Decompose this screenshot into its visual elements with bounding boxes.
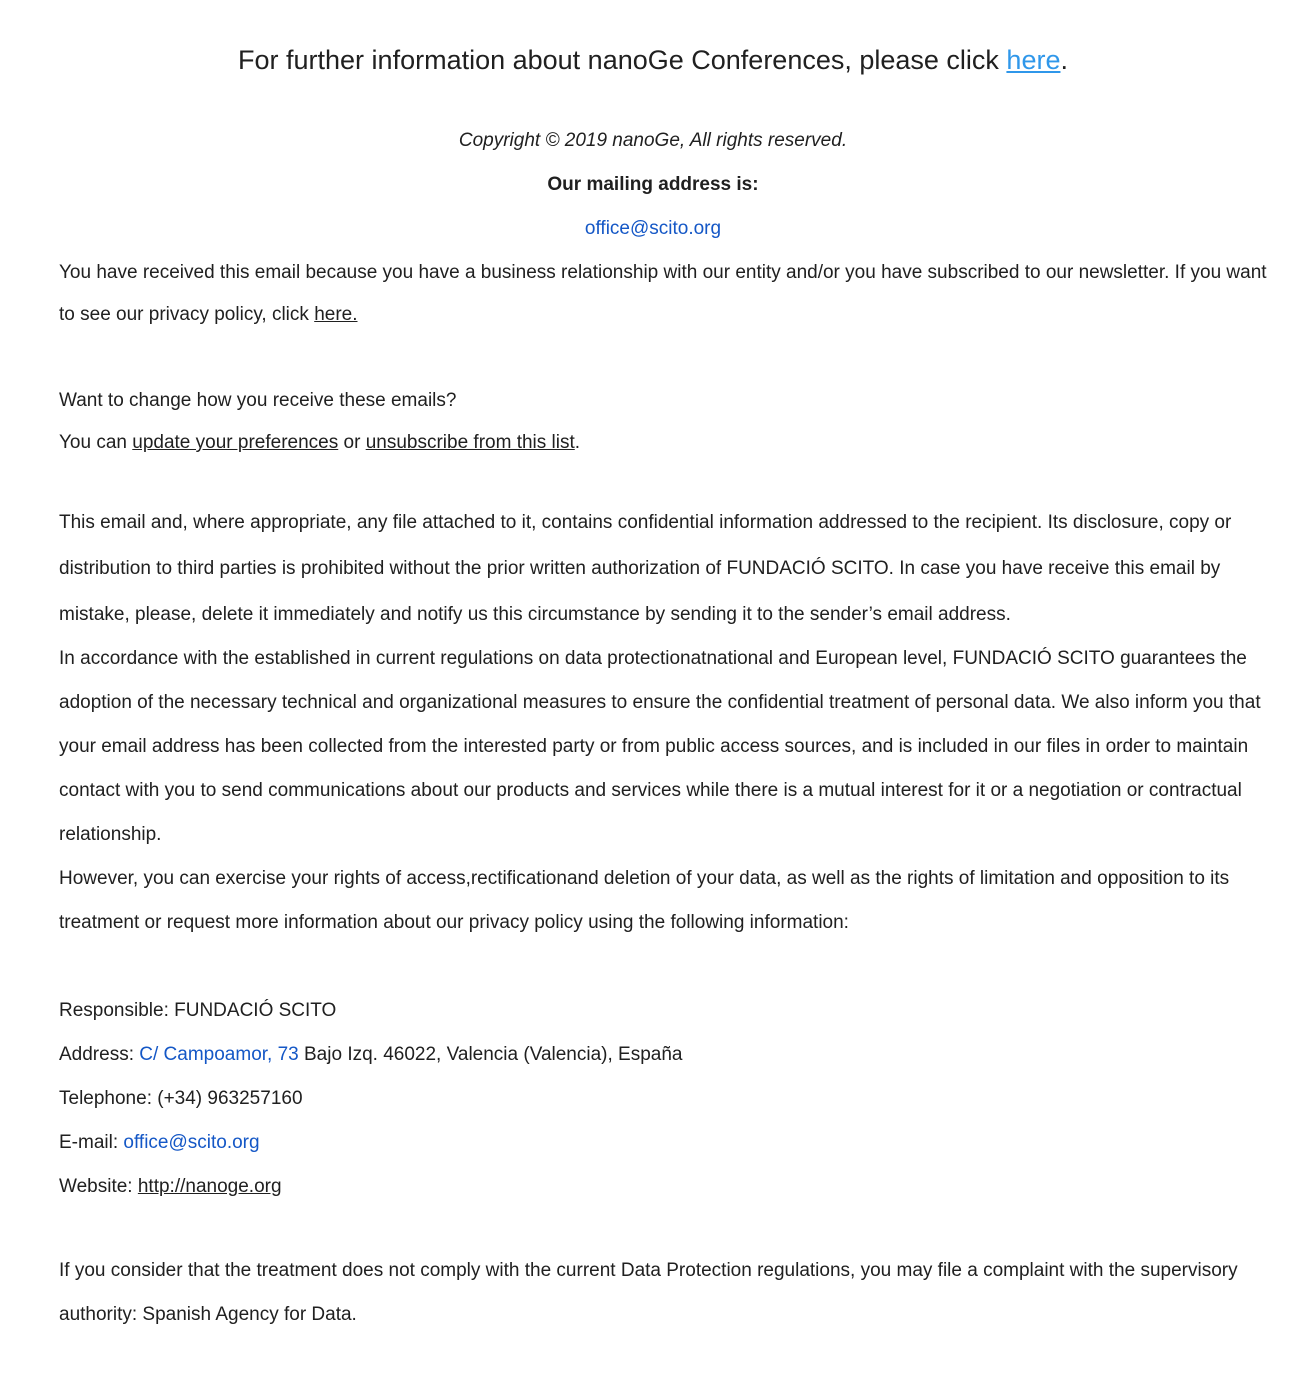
subscription-text: You have received this email because you have a business relationship with our entity and/or you have subscribed to our newsletter. If you want to see our privacy policy, click (59, 262, 1267, 325)
subscription-notice (59, 252, 1269, 336)
mailing-email-link[interactable]: office@scito.org (584, 218, 722, 239)
contact-telephone (59, 1077, 1269, 1121)
mailing-address-heading: Our mailing address is: (547, 174, 759, 195)
email-label: E-mail: (59, 1132, 124, 1153)
address-map-link[interactable]: C/ Campoamor, 73 (139, 1044, 299, 1065)
responsible-value: FUNDACIÓ SCITO (174, 1000, 337, 1021)
mailing-address (0, 214, 1306, 244)
website-link[interactable]: http://nanoge.org (137, 1176, 282, 1197)
contact-email (59, 1121, 1269, 1165)
complaint-notice: If you consider that the treatment does not comply with the current Data Protection regulations, you may file a complaint with the supervisory authority: Spanish Agency for Data. (59, 1260, 1238, 1325)
legal-confidentiality: This email and, where appropriate, any file attached to it, contains confidential information addressed to the recipient. Its disclosure, copy or distribution to third parties is prohibited without the prior written authorization of FUNDACIÓ SCITO. In case you have receive this email by mistake, please, delete it immediately and notify us this circumstance by sending it to the sender’s email address. (59, 512, 1232, 625)
legal-paragraph-2: In accordance with the established in current regulations on data protectionatnational and European level, FUNDACIÓ SCITO guarantees the adoption of the necessary technical and organizational measures to ensure the confidential treatment of personal data. We also inform you that your email address has been collected from the interested party or from public access sources, and is included in our files in order to maintain contact with you to send communications about our products and services while there is a mutual interest for it or a negotiation or contractual relationship. (59, 648, 1261, 845)
legal-data-protection (59, 637, 1269, 945)
preferences-period: . (574, 432, 581, 453)
copyright: Copyright © 2019 nanoGe, All rights reserved. (458, 130, 848, 151)
contact-info (59, 989, 1269, 1209)
contact-email-link[interactable]: office@scito.org (123, 1132, 260, 1153)
preferences-section (59, 380, 1269, 464)
address-rest: Bajo Izq. 46022, Valencia (Valencia), España (298, 1044, 683, 1065)
contact-website (59, 1165, 1269, 1209)
address-label: Address: (59, 1044, 140, 1065)
preferences-line (59, 422, 1269, 464)
telephone-label: Telephone: (59, 1088, 158, 1109)
info-headline (0, 38, 1306, 82)
legal-paragraph-3: However, you can exercise your rights of access,rectificationand deletion of your data, as well as the rights of limitation and opposition to its treatment or request more information about our privacy policy using the following information: (59, 868, 1230, 933)
contact-responsible (59, 989, 1269, 1033)
headline-period: . (1060, 45, 1068, 75)
unsubscribe-link[interactable]: unsubscribe from this list (365, 432, 575, 453)
telephone-value: (+34) 963257160 (157, 1088, 303, 1109)
preferences-prefix: You can (59, 432, 133, 453)
preferences-or: or (338, 432, 366, 453)
responsible-label: Responsible: (59, 1000, 175, 1021)
privacy-policy-link[interactable]: here. (314, 304, 358, 325)
contact-address (59, 1033, 1269, 1077)
preferences-question: Want to change how you receive these emails? (59, 390, 457, 411)
website-label: Website: (59, 1176, 138, 1197)
headline-text: For further information about nanoGe Conferences, please click (238, 45, 1007, 75)
update-preferences-link[interactable]: update your preferences (132, 432, 339, 453)
conferences-here-link[interactable]: here (1006, 45, 1061, 75)
